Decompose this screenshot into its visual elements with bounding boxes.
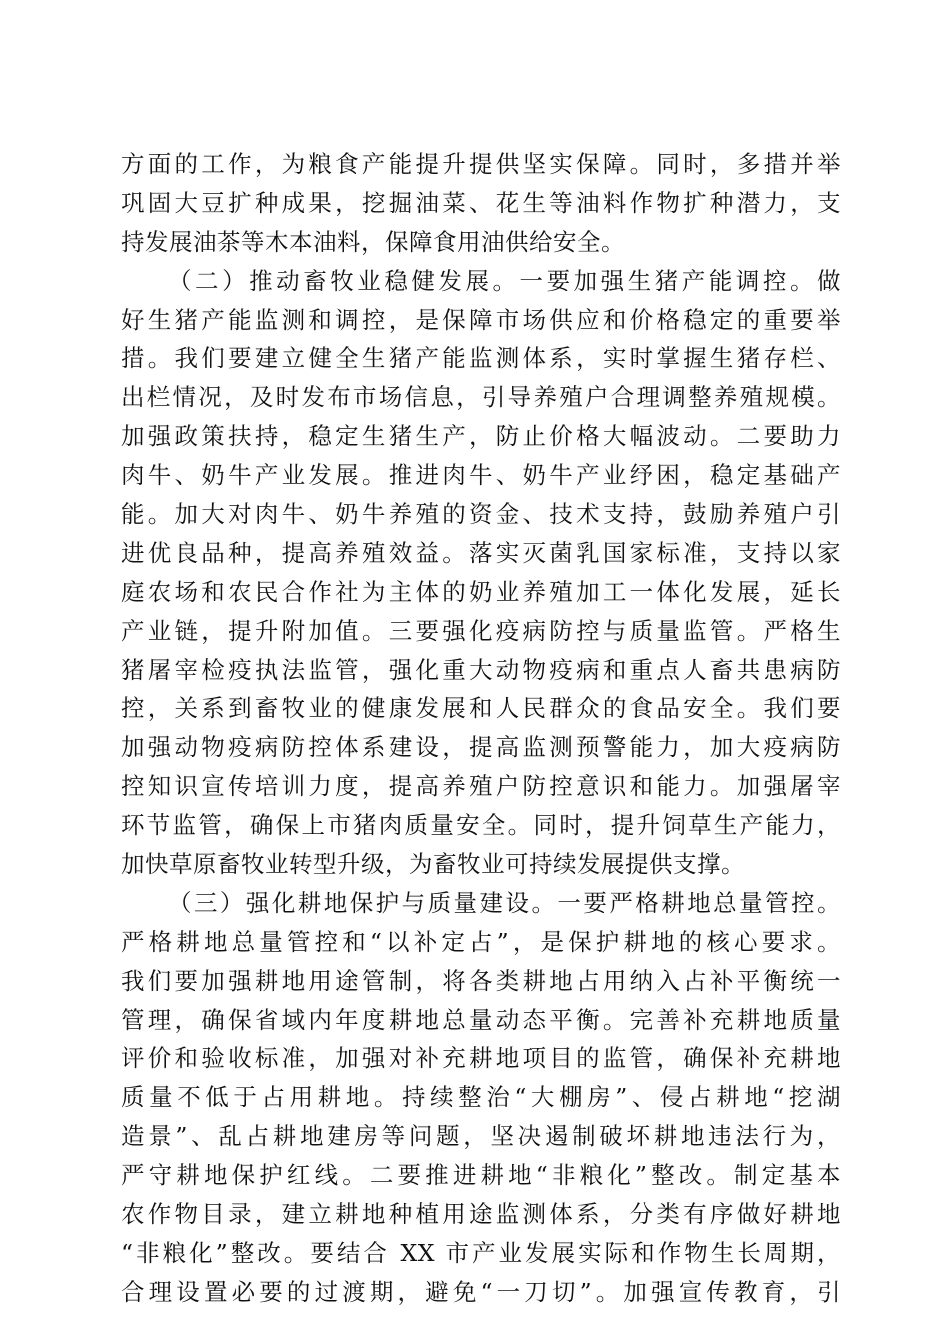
text-line: 庭农场和农民合作社为主体的奶业养殖加工一体化发展，延长	[121, 577, 841, 606]
text-line: 质量不低于占用耕地。持续整治“大棚房”、侵占耕地“挖湖	[121, 1083, 841, 1112]
text-line: 控，关系到畜牧业的健康发展和人民群众的食品安全。我们要	[121, 694, 841, 723]
text-line: 农作物目录，建立耕地种植用途监测体系，分类有序做好耕地	[121, 1200, 841, 1229]
text-line: 加强动物疫病防控体系建设，提高监测预警能力，加大疫病防	[121, 733, 841, 762]
text-line: “非粮化”整改。要结合 XX 市产业发展实际和作物生长周期，	[121, 1238, 841, 1267]
text-line: 持发展油茶等木本油料，保障食用油供给安全。	[121, 227, 625, 256]
text-line: 产业链，提升附加值。三要强化疫病防控与质量监管。严格生	[121, 616, 841, 645]
text-line: 合理设置必要的过渡期，避免“一刀切”。加强宣传教育，引	[121, 1277, 841, 1306]
section-heading-line: （二）推动畜牧业稳健发展。一要加强生猪产能调控。做	[168, 266, 841, 295]
text-line: 出栏情况，及时发布市场信息，引导养殖户合理调整养殖规模。	[121, 383, 841, 412]
text-line: 肉牛、奶牛产业发展。推进肉牛、奶牛产业纾困，稳定基础产	[121, 461, 841, 490]
text-line: 措。我们要建立健全生猪产能监测体系，实时掌握生猪存栏、	[121, 344, 841, 373]
text-line: 评价和验收标准，加强对补充耕地项目的监管，确保补充耕地	[121, 1044, 841, 1073]
text-line: 环节监管，确保上市猪肉质量安全。同时，提升饲草生产能力，	[121, 811, 841, 840]
text-line: 能。加大对肉牛、奶牛养殖的资金、技术支持，鼓励养殖户引	[121, 500, 841, 529]
text-line: 控知识宣传培训力度，提高养殖户防控意识和能力。加强屠宰	[121, 772, 841, 801]
section-heading-line: （三）强化耕地保护与质量建设。一要严格耕地总量管控。	[168, 888, 841, 917]
text-line: 管理，确保省域内年度耕地总量动态平衡。完善补充耕地质量	[121, 1005, 841, 1034]
text-line: 严格耕地总量管控和“以补定占”，是保护耕地的核心要求。	[121, 927, 841, 956]
text-line: 加快草原畜牧业转型升级，为畜牧业可持续发展提供支撑。	[121, 850, 745, 879]
text-line: 好生猪产能监测和调控，是保障市场供应和价格稳定的重要举	[121, 305, 841, 334]
text-line: 进优良品种，提高养殖效益。落实灭菌乳国家标准，支持以家	[121, 538, 841, 567]
text-line: 巩固大豆扩种成果，挖掘油菜、花生等油料作物扩种潜力，支	[121, 188, 841, 217]
text-line: 造景”、乱占耕地建房等问题，坚决遏制破坏耕地违法行为，	[121, 1122, 841, 1151]
text-line: 方面的工作，为粮食产能提升提供坚实保障。同时，多措并举	[121, 150, 841, 178]
text-line: 严守耕地保护红线。二要推进耕地“非粮化”整改。制定基本	[121, 1161, 841, 1190]
text-line: 我们要加强耕地用途管制，将各类耕地占用纳入占补平衡统一	[121, 966, 841, 995]
document-body	[121, 145, 841, 1312]
text-line: 加强政策扶持，稳定生猪生产，防止价格大幅波动。二要助力	[121, 422, 841, 451]
text-line: 猪屠宰检疫执法监管，强化重大动物疫病和重点人畜共患病防	[121, 655, 841, 684]
